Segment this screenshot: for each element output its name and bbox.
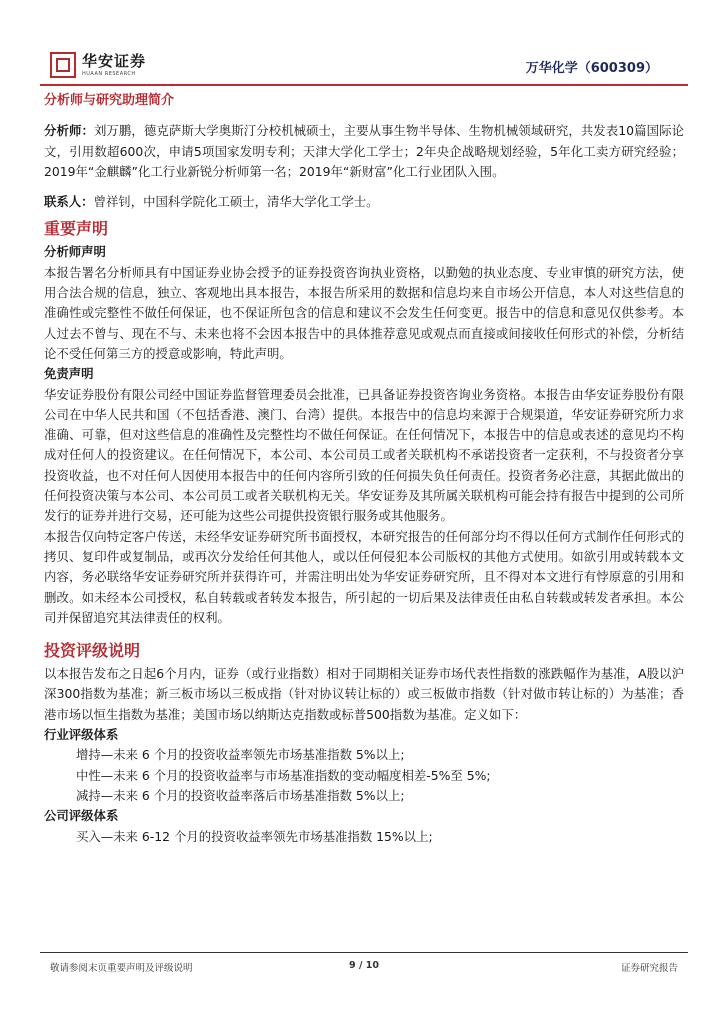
industry-rating-title: 行业评级体系 (44, 727, 119, 743)
contact-paragraph (44, 192, 684, 212)
stock-ticker: 万华化学（600309） (525, 61, 658, 76)
logo-icon (50, 52, 76, 78)
rating-intro: 以本报告发布之日起6个月内，证券（或行业指数）相对于同期相关证券市场代表性指数的涨跌幅作为基准，A股以沪深300指数为基准；新三板市场以三板成指（针对协议转让标的）或三板做市指数（针对做市转让标的）为基准；香港市场以恒生指数为基准；美国市场以纳斯达克指数或标普500指数为基准。定义如下： (44, 666, 684, 722)
analyst-statement-title: 分析师声明 (44, 244, 106, 260)
header-divider (40, 84, 688, 86)
company-rating-item: 买入—未来 6-12 个月的投资收益率领先市场基准指数 15%以上; (76, 828, 433, 844)
page-header (40, 52, 688, 88)
footer-divider (40, 952, 688, 953)
logo-name-cn: 华安证券 (82, 51, 147, 70)
exemption-title: 免责声明 (44, 366, 94, 382)
analyst-intro-title: 分析师与研究助理简介 (44, 93, 175, 108)
analyst-label: 分析师： (44, 123, 94, 139)
rating-title: 投资评级说明 (44, 641, 141, 661)
industry-rating-item: 增持—未来 6 个月的投资收益率领先市场基准指数 5%以上; (76, 747, 405, 763)
footer-label: 证券研究报告 (620, 963, 678, 974)
logo-name-en: HUAAN RESEARCH (82, 70, 136, 77)
exemption-paragraph-1: 华安证券股份有限公司经中国证券监督管理委员会批准，已具备证券投资咨询业务资格。本报告由华安证券股份有限公司在中华人民共和国（不包括香港、澳门、台湾）提供。本报告中的信息均来源于合规渠道，华安证券研究所力求准确、可靠，但对这些信息的准确性及完整性均不做任何保证。在任何情况下，本报告中的信息或表述的意见均不构成对任何人的投资建议。在任何情况下，本公司、本公司员工或者关联机构不承诺投资者一定获利，不与投资者分享投资收益，也不对任何人因使用本报告中的任何内容所引致的任何损失负任何责任。投资者务必注意，其据此做出的任何投资决策与本公司、本公司员工或者关联机构无关。华安证券及其所属关联机构可能会持有报告中提到的公司所发行的证券并进行交易，还可能为这些公司提供投资银行服务或其他服务。 (44, 386, 684, 524)
exemption-paragraph-2: 本报告仅向特定客户传送，未经华安证券研究所书面授权，本研究报告的任何部分均不得以任何方式制作任何形式的拷贝、复印件或复制品，或再次分发给任何其他人，或以任何侵犯本公司版权的其他方式使用。如欲引用或转载本文内容，务必联络华安证券研究所并获得许可，并需注明出处为华安证券研究所，且不得对本文进行有悖原意的引用和删改。如未经本公司授权，私自转载或者转发本报告，所引起的一切后果及法律责任由私自转载或转发者承担。本公司并保留追究其法律责任的权利。 (44, 528, 684, 625)
page-number: 9 / 10 (349, 960, 379, 971)
page-body (44, 91, 684, 847)
company-rating-title: 公司评级体系 (44, 808, 119, 824)
contact-text: 曾祥钊，中国科学院化工硕士，清华大学化工学士。 (93, 194, 379, 210)
industry-rating-item: 减持—未来 6 个月的投资收益率落后市场基准指数 5%以上; (76, 787, 405, 803)
company-logo (50, 52, 146, 78)
footer-notice: 敬请参阅末页重要声明及评级说明 (50, 963, 193, 974)
industry-rating-item: 中性—未来 6 个月的投资收益率与市场基准指数的变动幅度相差-5%至 5%; (76, 767, 491, 783)
analyst-intro-paragraph (44, 121, 684, 182)
analyst-text: 刘万鹏，德克萨斯大学奥斯汀分校机械硕士，主要从事生物半导体、生物机械领域研究，共发表10篇国际论文，引用数超600次，申请5项国家发明专利；天津大学化工学士；2年央企战略规划经验，5年化工卖方研究经验；2019年“金麒麟”化工行业新锐分析师第一名；2019年“新财富”化工行业团队入围。 (44, 123, 684, 179)
analyst-statement-text: 本报告署名分析师具有中国证券业协会授予的证券投资咨询执业资格，以勤勉的执业态度、专业审慎的研究方法，使用合法合规的信息，独立、客观地出具本报告，本报告所采用的数据和信息均来自市场公开信息，本人对这些信息的准确性或完整性不做任何保证，也不保证所包含的信息和建议不会发生任何变更。报告中的信息和意见仅供参考。本人过去不曾与、现在不与、未来也将不会因本报告中的具体推荐意见或观点而直接或间接收任何形式的补偿，分析结论不受任何第三方的授意或影响，特此声明。 (44, 264, 684, 361)
disclaimer-title: 重要声明 (44, 219, 109, 239)
contact-label: 联系人： (44, 194, 94, 210)
